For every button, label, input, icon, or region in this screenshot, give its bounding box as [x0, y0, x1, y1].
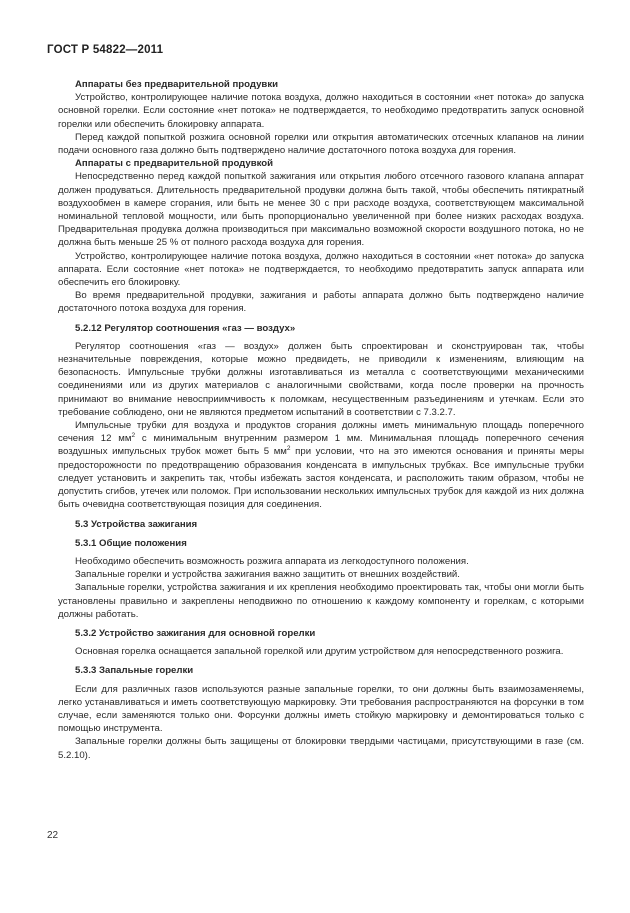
section-heading: 5.3 Устройства зажигания: [75, 518, 198, 530]
paragraph: Непосредственно перед каждой попыткой зажигания или открытия любого отсечного газового клапана аппарат должен продуваться. Длительность предварительной продувки должна быть такой, чтобы обеспечить пятикратный воздухообмен в камере сгорания, или быть не менее 30 с при расходе воздуха, соответствующем максимальной номинальной тепловой мощности, или быть пропорционально увеличенной при более низких расходах воздуха. Предварительная продувка должна производиться при максимально возможной скорости воздушного потока, но не должна быть меньше 25 % от полного расхода воздуха для горения.: [58, 171, 584, 249]
paragraph: Регулятор соотношения «газ — воздух» должен быть спроектирован и сконструирован так, чтобы незначительные повреждения, которые можно предвидеть, не приводили к изменениям, влияющим на безопасность. Импульсные трубки должны изготавливаться из металла с соответствующими механическими соединениями или из других материалов с аналогичными свойствами, когда после проверки на прочность принимают во внимание невосприимчивость к поломкам, несущественным разъединениям и утечкам. Если это требование соблюдено, они не являются предметом испытаний в соответствии с 7.3.2.7.: [58, 340, 584, 418]
section-heading: 5.3.3 Запальные горелки: [75, 665, 194, 677]
page-number: 22: [47, 830, 59, 841]
paragraph: Устройство, контролирующее наличие потока воздуха, должно находиться в состоянии «нет потока» до запуска основной горелки. Если состояние «нет потока» не подтверждается, то необходимо предотвратить запуск основной горелки или обеспечить блокировку аппарата.: [58, 92, 584, 130]
text-fragment: с минимальным внутренним размером 1 мм. Минимальная площадь поперечного сечения воздушных импульсных трубок может быть 5 мм: [58, 433, 584, 458]
document-header: ГОСТ Р 54822—2011: [47, 44, 164, 56]
document-body: [58, 78, 584, 762]
paragraph: Запальные горелки и устройства зажигания важно защитить от внешних воздействий.: [75, 569, 460, 581]
paragraph: Запальные горелки должны быть защищены от блокировки твердыми частицами, присутствующими в газе (см. 5.2.10).: [58, 736, 584, 761]
text-fragment: Импульсные трубки для воздуха и продуктов сгорания должны иметь минимальную площадь поперечного сечения 12 мм: [58, 420, 584, 445]
section-heading: 5.3.2 Устройство зажигания для основной горелки: [75, 627, 316, 639]
paragraph: Основная горелка оснащается запальной горелкой или другим устройством для непосредственного розжига.: [75, 646, 564, 658]
paragraph: Запальные горелки, устройства зажигания и их крепления необходимо проектировать так, чтобы они могли быть установлены правильно и закреплены неподвижно по отношению к каждому компоненту и горелкам, с которыми должны работать.: [58, 582, 584, 620]
text-fragment: при условии, что на это имеются основания и приняты меры предосторожности по предотвращению образования конденсата в импульсных трубках. Все импульсные трубки следует установить и закрепить так, чтобы избежать застоя конденсата, и расположить таким образом, чтобы не допустить сгибов, утечек или поломок. При использовании нескольких импульсных трубок для каждой из них должна быть очевидна соответствующая позиция для соединения.: [58, 446, 584, 511]
superscript: 2: [131, 432, 136, 440]
paragraph: Устройство, контролирующее наличие потока воздуха, должно находиться в состоянии «нет потока» до запуска аппарата. Если состояние «нет потока» не подтверждается, то необходимо предотвратить запуск аппарата или обеспечить его блокировку.: [58, 250, 584, 289]
paragraph: Во время предварительной продувки, зажигания и работы аппарата должно быть подтверждено наличие достаточного потока воздуха для горения.: [58, 290, 584, 315]
paragraph: Необходимо обеспечить возможность розжига аппарата из легкодоступного положения.: [75, 555, 469, 567]
paragraph: Если для различных газов используются разные запальные горелки, то они должны быть взаимозаменяемы, легко устанавливаться и иметь соответствующую маркировку. Эти требования распространяются на форсунки в том случае, если заменяются только они. Форсунки должны иметь стойкую маркировку и демонтироваться только с помощью инструмента.: [58, 683, 584, 735]
section-heading: 5.3.1 Общие положения: [75, 537, 187, 549]
section-heading: 5.2.12 Регулятор соотношения «газ — воздух»: [75, 322, 296, 334]
paragraph: [58, 419, 584, 511]
subsection-heading: Аппараты без предварительной продувки: [75, 79, 279, 90]
superscript: 2: [286, 445, 291, 453]
paragraph: Перед каждой попыткой розжига основной горелки или открытия автоматических отсечных клапанов на линии подачи основного газа должно быть подтверждено наличие достаточного потока воздуха для горения.: [58, 131, 584, 157]
subsection-heading: Аппараты с предварительной продувкой: [75, 158, 274, 170]
